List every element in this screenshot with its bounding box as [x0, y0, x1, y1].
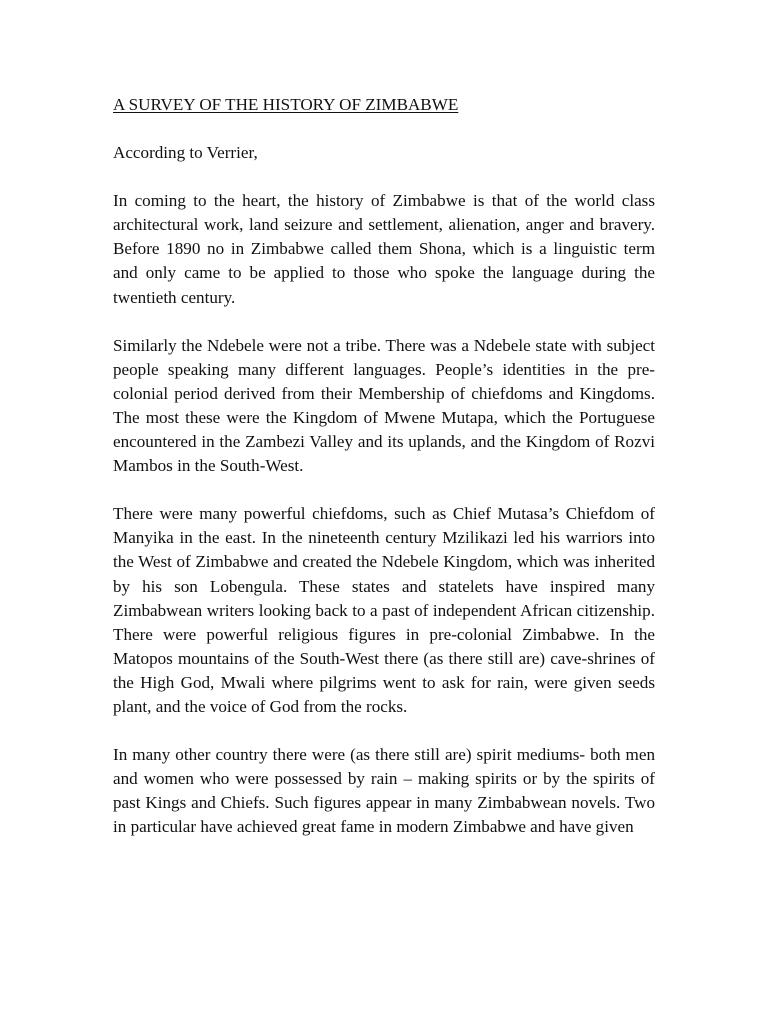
paragraph-4: In many other country there were (as there still are) spirit mediums- both men and women who were possessed by rain – making spirits or by the spirits of past Kings and Chiefs. Such figures appear in many Zimbabwean novels. Two in particular have achieved great fame in modern Zimbabwe and have given [113, 745, 655, 837]
intro-line: According to Verrier, [113, 143, 258, 163]
document-title: A SURVEY OF THE HISTORY OF ZIMBABWE [113, 95, 459, 114]
paragraph-2: Similarly the Ndebele were not a tribe. There was a Ndebele state with subject people speaking many different languages. People’s identities in the pre-colonial period derived from their Membership of chiefdoms and Kingdoms. The most these were the Kingdom of Mwene Mutapa, which the Portuguese encountered in the Zambezi Valley and its uplands, and the Kingdom of Rozvi Mambos in the South-West. [113, 335, 655, 476]
document-page [113, 93, 655, 839]
paragraph-1: In coming to the heart, the history of Zimbabwe is that of the world class architectural work, land seizure and settlement, alienation, anger and bravery. Before 1890 no in Zimbabwe called them Shona, which is a linguistic term and only came to be applied to those who spoke the language during the twentieth century. [113, 191, 655, 307]
paragraph-3: There were many powerful chiefdoms, such as Chief Mutasa’s Chiefdom of Manyika in the east. In the nineteenth century Mzilikazi led his warriors into the West of Zimbabwe and created the Ndebele Kingdom, which was inherited by his son Lobengula. These states and statelets have inspired many Zimbabwean writers looking back to a past of independent African citizenship. There were powerful religious figures in pre-colonial Zimbabwe. In the Matopos mountains of the South-West there (as there still are) cave-shrines of the High God, Mwali where pilgrims went to ask for rain, were given seeds plant, and the voice of God from the rocks. [113, 504, 655, 716]
